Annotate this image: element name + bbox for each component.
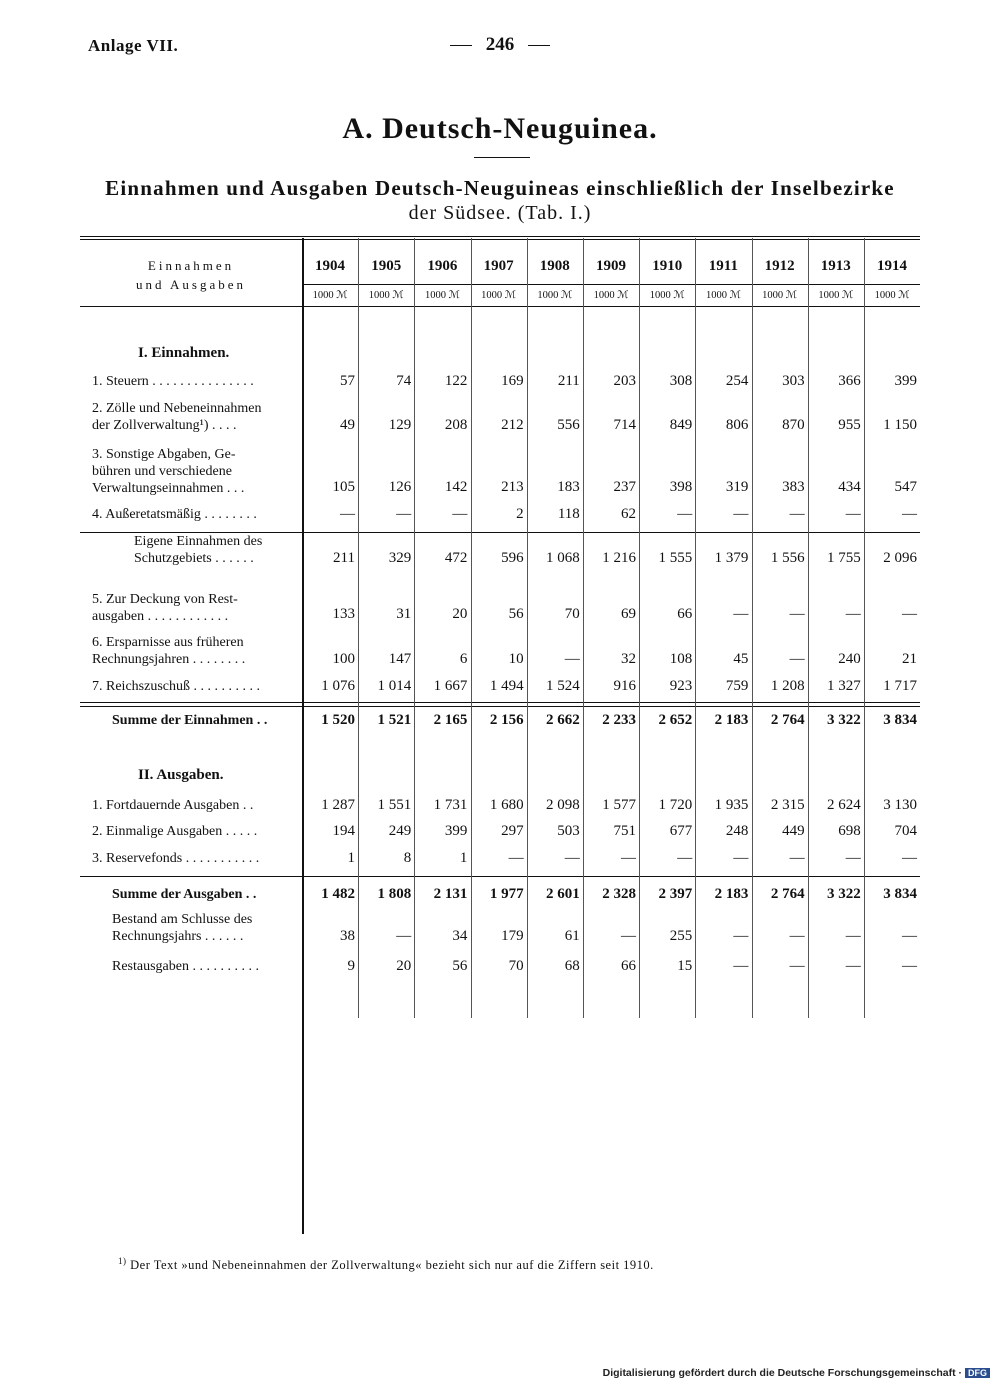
unit-label: 1000 ℳ (818, 290, 854, 301)
table-cell: 2 131 (433, 886, 468, 902)
table-cell: 147 (388, 651, 412, 667)
table-cell: 2 183 (714, 886, 749, 902)
table-cell: 34 (452, 928, 468, 944)
digitization-credit (603, 1367, 990, 1379)
table-cell: 366 (838, 373, 861, 389)
table-cell: 2 601 (546, 886, 580, 902)
unit-label: 1000 ℳ (705, 290, 741, 301)
table-cell: — (789, 651, 805, 667)
table-cell: 3 130 (883, 797, 917, 813)
table-cell: 211 (333, 550, 355, 566)
table-cell: — (733, 506, 749, 522)
table-cell: 211 (557, 373, 580, 389)
table-cell: — (902, 506, 917, 522)
table-cell: 308 (669, 373, 693, 389)
table-cell: 183 (557, 479, 580, 495)
header-label-line: Einnahmen (147, 258, 235, 273)
row-label-line: 7. Reichszuschuß . . . . . . . . . . (92, 679, 260, 694)
table-cell: 255 (669, 928, 693, 944)
title-divider (474, 157, 530, 158)
row-label (92, 506, 298, 523)
year-header: 1905 (371, 258, 402, 274)
table-cell: 70 (564, 606, 580, 622)
table-cell: 100 (332, 651, 355, 667)
table-cell: 1 555 (658, 550, 693, 566)
table-cell: 108 (669, 651, 693, 667)
row-label-line: Summe der Einnahmen . . (112, 713, 268, 728)
table-cell: 70 (508, 958, 524, 974)
row-label (92, 797, 298, 814)
table-cell: 923 (669, 678, 693, 694)
table-cell: 203 (613, 373, 636, 389)
row-label-line: 2. Zölle und Nebeneinnahmen (92, 401, 262, 416)
table-cell: 1 014 (377, 678, 412, 694)
table-cell: 2 652 (658, 712, 693, 728)
year-unit-divider (302, 284, 920, 285)
row-label-line: Rechnungsjahren . . . . . . . . (92, 652, 246, 667)
table-cell: — (789, 606, 805, 622)
table-cell: — (902, 606, 917, 622)
row-label-line: Verwaltungseinnahmen . . . (92, 481, 245, 496)
row-label-line: 4. Außeretatsmäßig . . . . . . . . (92, 507, 257, 522)
table-cell: 126 (388, 479, 412, 495)
table-cell: 2 764 (770, 712, 805, 728)
row-label-line: 3. Reservefonds . . . . . . . . . . . (92, 851, 260, 866)
table-cell: — (789, 928, 805, 944)
table-top-rule-inner (80, 239, 920, 240)
table-cell: 1 216 (602, 550, 636, 566)
section-heading-expenses: II. Ausgaben. (138, 767, 224, 783)
header-label-line: und Ausgaben (135, 277, 247, 292)
table-cell: — (677, 506, 693, 522)
appendix-label: Anlage VII. (88, 36, 179, 55)
year-header: 1907 (483, 258, 514, 274)
table-cell: 2 183 (714, 712, 749, 728)
table-cell: 8 (403, 850, 412, 866)
income-total-rule-inner (80, 706, 920, 707)
table-cell: — (733, 850, 749, 866)
table-cell: — (564, 651, 580, 667)
table-cell: — (621, 928, 636, 944)
table-cell: 6 (459, 651, 468, 667)
row-label (112, 712, 298, 729)
table-cell: 142 (444, 479, 468, 495)
table-cell: 2 165 (433, 712, 468, 728)
table-cell: 62 (621, 506, 636, 522)
table-cell: 1 577 (602, 797, 636, 813)
row-label-line: bühren und verschiedene (92, 464, 232, 479)
table-cell: 21 (902, 651, 917, 667)
table-cell: 698 (838, 823, 861, 839)
unit-label: 1000 ℳ (874, 290, 910, 301)
row-label-line: 3. Sonstige Abgaben, Ge- (92, 447, 236, 462)
table-cell: — (902, 928, 917, 944)
table-cell: 916 (613, 678, 636, 694)
table-cell: 1 150 (883, 417, 917, 433)
table-cell: — (677, 850, 693, 866)
table-cell: 2 397 (658, 886, 693, 902)
row-label (92, 591, 298, 625)
table-top-rule (80, 236, 920, 237)
table-cell: 31 (396, 606, 412, 622)
credit-text: Digitalisierung gefördert durch die Deutsche Forschungsgemeinschaft · (602, 1367, 962, 1379)
row-label-line: Summe der Ausgaben . . (112, 887, 257, 902)
table-cell: 1 731 (433, 797, 468, 813)
table-cell: 398 (669, 479, 693, 495)
table-cell: 1 (459, 850, 468, 866)
table-cell: 1 556 (770, 550, 805, 566)
row-label-line: 1. Fortdauernde Ausgaben . . (92, 798, 254, 813)
table-cell: 2 328 (602, 886, 636, 902)
year-header: 1909 (596, 258, 626, 274)
unit-label: 1000 ℳ (762, 290, 798, 301)
table-caption-line-2: der Südsee. (Tab. I.) (408, 202, 592, 224)
column-header-label (80, 256, 302, 294)
year-header: 1912 (764, 258, 795, 274)
table-cell: 849 (669, 417, 693, 433)
table-cell: 1 494 (489, 678, 524, 694)
table-cell: 212 (501, 417, 524, 433)
table-cell: 1 680 (489, 797, 524, 813)
table-cell: 248 (725, 823, 749, 839)
table-cell: — (452, 506, 468, 522)
table-cell: 503 (557, 823, 580, 839)
table-cell: — (789, 958, 805, 974)
table-cell: 122 (444, 373, 468, 389)
page-title: A. Deutsch-Neuguinea. (342, 112, 658, 145)
table-cell: 1 208 (770, 678, 805, 694)
table-cell: — (845, 850, 861, 866)
unit-label: 1000 ℳ (481, 290, 517, 301)
table-cell: 399 (894, 373, 917, 389)
table-cell: 2 (516, 506, 524, 522)
table-cell: 105 (332, 479, 355, 495)
table-cell: — (340, 506, 355, 522)
table-cell: 10 (508, 651, 524, 667)
table-cell: — (733, 606, 749, 622)
table-cell: 399 (444, 823, 468, 839)
table-cell: 1 720 (658, 797, 693, 813)
table-cell: 319 (725, 479, 749, 495)
table-cell: — (789, 506, 805, 522)
row-label-line: ausgaben . . . . . . . . . . . . (92, 609, 229, 624)
table-cell: 237 (613, 479, 636, 495)
row-label (112, 911, 298, 945)
table-cell: 249 (388, 823, 412, 839)
table-cell: 68 (564, 958, 580, 974)
year-header: 1910 (652, 258, 683, 274)
table-cell: 1 287 (321, 797, 355, 813)
table-cell: 15 (677, 958, 693, 974)
table-cell: 806 (725, 417, 749, 433)
table-cell: — (845, 506, 861, 522)
table-cell: 1 379 (714, 550, 749, 566)
row-label-line: der Zollverwaltung¹) . . . . (92, 418, 237, 433)
table-cell: 383 (782, 479, 805, 495)
year-header: 1906 (427, 258, 458, 274)
table-cell: 254 (725, 373, 749, 389)
footnote (118, 1256, 654, 1273)
page-number (0, 34, 1000, 56)
table-cell: 3 834 (883, 886, 917, 902)
table-cell: 2 096 (883, 550, 917, 566)
row-label (92, 850, 298, 867)
table-cell: — (564, 850, 580, 866)
header-bottom-rule (80, 306, 920, 307)
table-cell: 74 (396, 373, 412, 389)
table-cell: 20 (396, 958, 412, 974)
unit-label: 1000 ℳ (537, 290, 573, 301)
table-cell: 3 322 (827, 712, 861, 728)
table-cell: 2 098 (546, 797, 580, 813)
row-label (112, 958, 298, 975)
row-label (112, 886, 298, 903)
page-number-text: 246 (485, 34, 515, 55)
table-cell: 169 (501, 373, 524, 389)
table-cell: — (396, 928, 412, 944)
table-cell: 596 (501, 550, 524, 566)
table-cell: 2 662 (546, 712, 580, 728)
table-cell: 704 (894, 823, 917, 839)
table-cell: — (621, 850, 636, 866)
table-cell: 434 (838, 479, 861, 495)
table-cell: 1 (347, 850, 355, 866)
table-cell: 20 (452, 606, 468, 622)
year-header: 1914 (877, 258, 907, 274)
year-header: 1904 (315, 258, 345, 274)
table-cell: 66 (677, 606, 693, 622)
row-label (92, 634, 298, 668)
table-caption-line-1: Einnahmen und Ausgaben Deutsch-Neuguineas einschließlich der Inselbezirke (105, 176, 895, 200)
unit-label: 1000 ℳ (593, 290, 629, 301)
table-cell: 547 (894, 479, 917, 495)
row-label (92, 400, 298, 434)
row-label (92, 823, 298, 840)
table-cell: — (902, 850, 917, 866)
table-cell: — (789, 850, 805, 866)
row-label (92, 678, 298, 695)
table-cell: 66 (621, 958, 636, 974)
table-cell: 56 (508, 606, 524, 622)
table-cell: — (733, 928, 749, 944)
table-cell: 2 156 (489, 712, 524, 728)
dfg-logo: DFG (965, 1368, 990, 1378)
table-cell: — (902, 958, 917, 974)
year-header: 1908 (539, 258, 570, 274)
row-label (92, 373, 298, 390)
row-label (134, 533, 298, 567)
table-cell: — (845, 928, 861, 944)
table-cell: 240 (838, 651, 861, 667)
table-cell: 2 764 (770, 886, 805, 902)
row-label (92, 446, 298, 497)
table-cell: 49 (340, 417, 355, 433)
table-cell: — (733, 958, 749, 974)
year-header: 1913 (820, 258, 851, 274)
table-cell: 329 (388, 550, 412, 566)
table-cell: 1 524 (546, 678, 580, 694)
table-cell: 57 (340, 373, 355, 389)
table-cell: 1 521 (377, 712, 412, 728)
table-cell: 1 717 (883, 678, 917, 694)
table-cell: 1 520 (321, 712, 355, 728)
table-cell: 1 076 (321, 678, 355, 694)
row-label-line: Eigene Einnahmen des (134, 534, 263, 549)
table-cell: 297 (501, 823, 524, 839)
table-cell: — (845, 606, 861, 622)
table-cell: 1 482 (321, 886, 355, 902)
table-cell: 677 (669, 823, 693, 839)
table-cell: 472 (444, 550, 468, 566)
table-cell: 1 068 (546, 550, 580, 566)
unit-label: 1000 ℳ (649, 290, 685, 301)
table-cell: — (396, 506, 412, 522)
table-cell: 69 (621, 606, 636, 622)
row-label-line: Bestand am Schlusse des (112, 912, 253, 927)
table-cell: 870 (782, 417, 805, 433)
table-cell: 3 834 (883, 712, 917, 728)
section-heading-income: I. Einnahmen. (138, 345, 230, 361)
table-cell: — (508, 850, 524, 866)
table-cell: 1 327 (827, 678, 861, 694)
table-cell: 449 (782, 823, 805, 839)
table-cell: 61 (564, 928, 580, 944)
table-cell: 38 (340, 928, 355, 944)
row-label-line: 1. Steuern . . . . . . . . . . . . . . . (92, 374, 254, 389)
table-cell: 2 233 (602, 712, 636, 728)
table-cell: 2 624 (827, 797, 861, 813)
table-cell: 118 (557, 506, 580, 522)
unit-label: 1000 ℳ (424, 290, 460, 301)
table-cell: 751 (613, 823, 636, 839)
table-cell: 9 (347, 958, 355, 974)
table-cell: 1 667 (433, 678, 468, 694)
row-label-line: Schutzgebiets . . . . . . (134, 551, 254, 566)
table-cell: 1 755 (827, 550, 861, 566)
unit-label: 1000 ℳ (312, 290, 348, 301)
footnote-text: Der Text »und Nebeneinnahmen der Zollverwaltung« bezieht sich nur auf die Ziffern seit 1910. (130, 1258, 654, 1273)
table-cell: 133 (332, 606, 355, 622)
income-total-rule (80, 702, 920, 703)
table-cell: 129 (388, 417, 412, 433)
table-cell: — (845, 958, 861, 974)
table-cell: 2 315 (770, 797, 805, 813)
table-cell: 303 (782, 373, 805, 389)
table-cell: 1 808 (377, 886, 412, 902)
row-label-line: 2. Einmalige Ausgaben . . . . . (92, 824, 258, 839)
row-label-line: 5. Zur Deckung von Rest- (92, 592, 238, 607)
table-cell: 3 322 (827, 886, 861, 902)
unit-label: 1000 ℳ (368, 290, 404, 301)
year-header: 1911 (708, 258, 738, 274)
table-cell: 759 (725, 678, 749, 694)
table-cell: 955 (838, 417, 861, 433)
row-label-line: Restausgaben . . . . . . . . . . (112, 959, 259, 974)
table-cell: 213 (501, 479, 524, 495)
row-label-line: Rechnungsjahrs . . . . . . (112, 929, 244, 944)
table-cell: 1 551 (377, 797, 412, 813)
table-cell: 32 (621, 651, 636, 667)
expense-total-rule (80, 876, 920, 877)
table-cell: 45 (733, 651, 749, 667)
table-cell: 556 (557, 417, 580, 433)
table-cell: 56 (452, 958, 468, 974)
table-cell: 1 977 (489, 886, 524, 902)
table-cell: 1 935 (714, 797, 749, 813)
table-cell: 179 (501, 928, 524, 944)
table-cell: 714 (613, 417, 636, 433)
table-cell: 194 (332, 823, 355, 839)
row-label-line: 6. Ersparnisse aus früheren (92, 635, 244, 650)
table-cell: 208 (444, 417, 468, 433)
footnote-mark: 1) (118, 1256, 127, 1266)
